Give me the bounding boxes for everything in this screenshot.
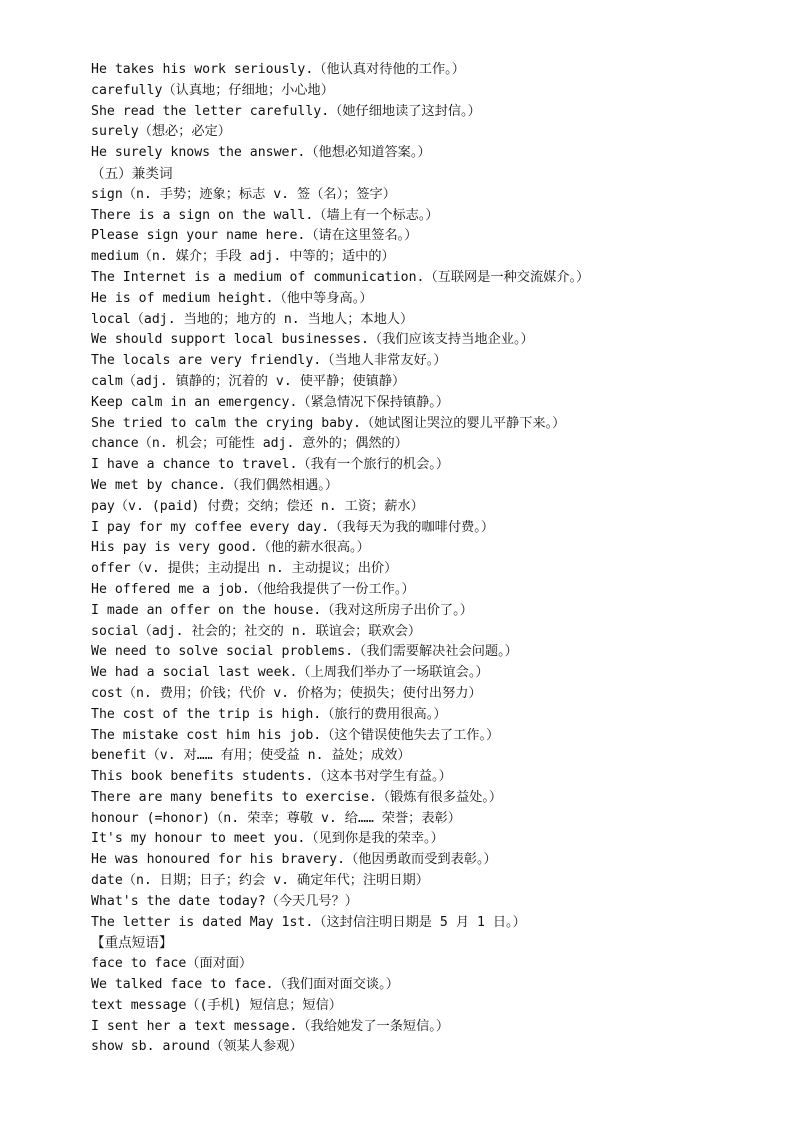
text-line: She tried to calm the crying baby.（她试图让哭泣的婴儿平静下来。） [91, 415, 566, 431]
text-line: I sent her a text message.（我给她发了一条短信。） [91, 1018, 450, 1034]
text-line: The cost of the trip is high.（旅行的费用很高。） [91, 706, 447, 722]
text-line: We met by chance.（我们偶然相遇。） [91, 477, 339, 493]
text-line: I pay for my coffee every day.（我每天为我的咖啡付费。） [91, 519, 495, 535]
text-line: There is a sign on the wall.（墙上有一个标志。） [91, 207, 439, 223]
text-line: It's my honour to meet you.（见到你是我的荣幸。） [91, 831, 444, 847]
vocab-entry: date（n. 日期；日子；约会 v. 确定年代；注明日期） [91, 873, 429, 889]
vocab-entry: local（adj. 当地的；地方的 n. 当地人；本地人） [91, 311, 414, 327]
text-line: This book benefits students.（这本书对学生有益。） [91, 769, 452, 785]
text-line: The mistake cost him his job.（这个错误使他失去了工作。） [91, 727, 500, 743]
vocab-entry: carefully（认真地；仔细地；小心地） [91, 82, 334, 98]
text-line: He is of medium height.（他中等身高。） [91, 290, 373, 306]
text-line: What's the date today?（今天几号？） [91, 893, 358, 909]
vocab-entry: medium（n. 媒介；手段 adj. 中等的；适中的） [91, 249, 395, 265]
text-line: He takes his work seriously.（他认真对待他的工作。） [91, 62, 465, 77]
phrase-entry: face to face（面对面） [91, 956, 253, 972]
text-line: I made an offer on the house.（我对这所房子出价了。） [91, 602, 473, 618]
text-line: He was honoured for his bravery.（他因勇敢而受到表彰。） [91, 852, 497, 868]
text-line: We talked face to face.（我们面对面交谈。） [91, 977, 399, 993]
vocab-entry: chance（n. 机会；可能性 adj. 意外的；偶然的） [91, 436, 408, 452]
vocab-entry: honour (=honor)（n. 荣幸；尊敬 v. 给…… 荣誉；表彰） [91, 810, 461, 826]
vocab-entry: cost（n. 费用；价钱；代价 v. 价格为；使损失；使付出努力） [91, 685, 482, 701]
phrase-entry: show sb. around（领某人参观） [91, 1039, 303, 1055]
text-line: The letter is dated May 1st.（这封信注明日期是 5 月 1 日。） [91, 914, 526, 930]
vocab-entry: calm（adj. 镇静的；沉着的 v. 使平静；使镇静） [91, 373, 406, 389]
text-line: There are many benefits to exercise.（锻炼有很多益处。） [91, 789, 503, 805]
text-line: His pay is very good.（他的薪水很高。） [91, 540, 370, 556]
text-line: Please sign your name here.（请在这里签名。） [91, 228, 418, 244]
vocab-entry: surely（想必；必定） [91, 124, 231, 140]
text-line: We had a social last week.（上周我们举办了一场联谊会。） [91, 665, 489, 681]
document-body [91, 60, 771, 1058]
text-line: The locals are very friendly.（当地人非常友好。） [91, 353, 447, 369]
vocab-entry: pay（v. (paid) 付费；交纳；偿还 n. 工资；薪水） [91, 498, 424, 514]
vocab-entry: offer（v. 提供；主动提出 n. 主动提议；出价） [91, 561, 398, 577]
text-line: She read the letter carefully.（她仔细地读了这封信。） [91, 103, 481, 119]
section-heading: 【重点短语】 [91, 935, 173, 952]
text-line: We need to solve social problems.（我们需要解决社会问题。） [91, 644, 518, 660]
vocab-entry: social（adj. 社会的；社交的 n. 联谊会；联欢会） [91, 623, 422, 639]
text-line: The Internet is a medium of communication.（互联网是一种交流媒介。） [91, 269, 590, 285]
vocab-entry: sign（n. 手势；迹象；标志 v. 签（名）；签字） [91, 186, 396, 202]
text-line: He surely knows the answer.（他想必知道答案。） [91, 145, 431, 161]
section-heading: （五）兼类词 [91, 165, 173, 182]
text-line: Keep calm in an emergency.（紧急情况下保持镇静。） [91, 394, 450, 410]
vocab-entry: benefit（v. 对…… 有用；使受益 n. 益处；成效） [91, 748, 411, 764]
text-line: He offered me a job.（他给我提供了一份工作。） [91, 581, 415, 597]
phrase-entry: text message（(手机) 短信息；短信） [91, 997, 342, 1013]
text-line: I have a chance to travel.（我有一个旅行的机会。） [91, 457, 450, 473]
text-line: We should support local businesses.（我们应该支持当地企业。） [91, 332, 534, 348]
